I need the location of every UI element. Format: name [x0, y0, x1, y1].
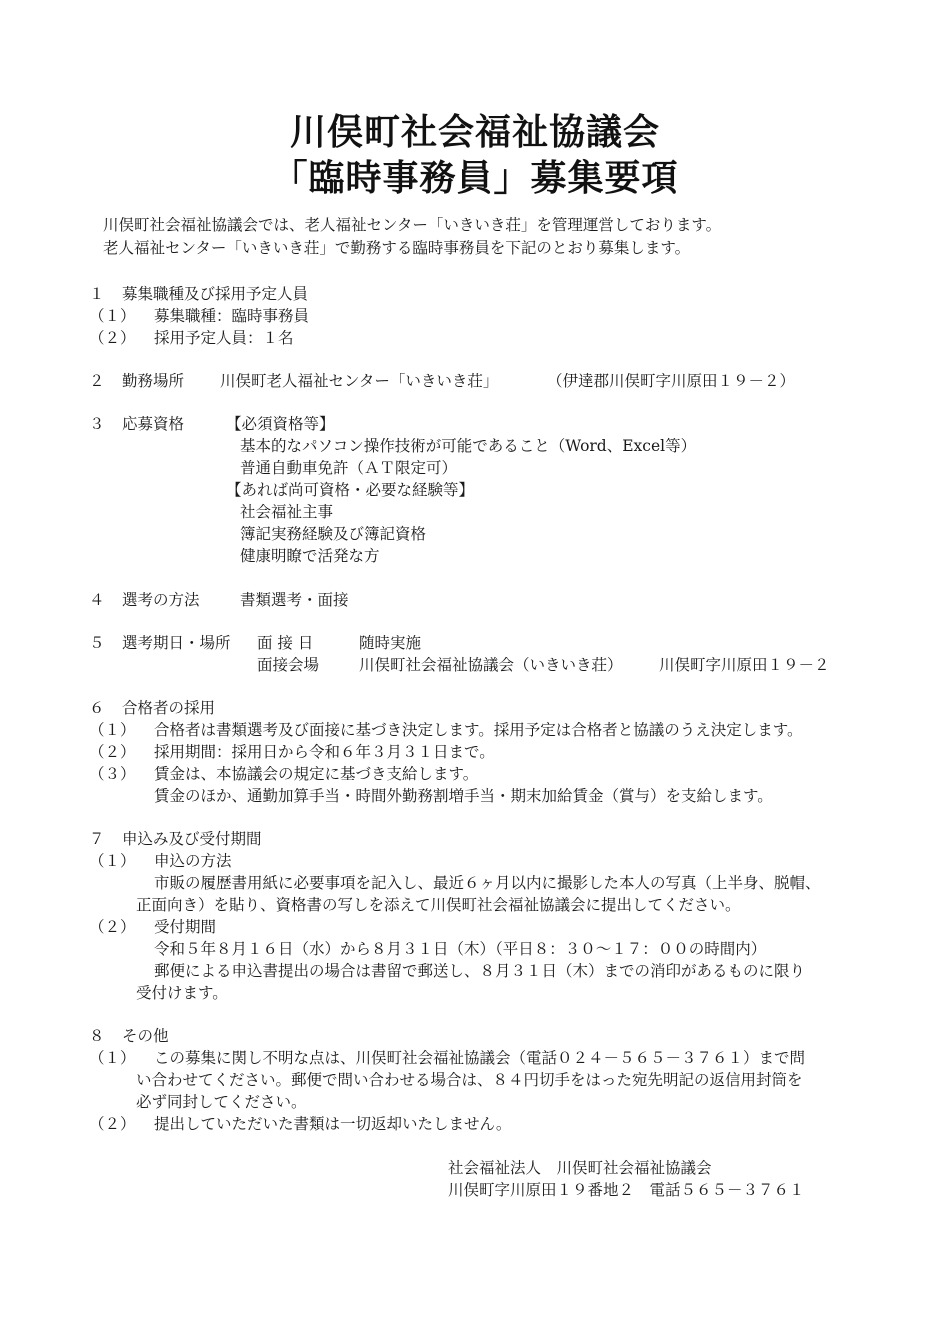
s8-item1-mark: （１） [89, 1049, 136, 1067]
s5-date-value: 随時実施 [359, 634, 422, 652]
s6-item1-mark: （１） [89, 721, 136, 739]
s3-number: ３ [89, 415, 105, 433]
s4-number: ４ [89, 591, 105, 609]
s6-item3-mark: （３） [89, 765, 136, 783]
s1-item2-mark: （２） [89, 329, 136, 347]
s5-venue-address: 川俣町字川原田１９－２ [659, 656, 830, 674]
s1-number: １ [89, 285, 105, 303]
s8-item1-line2: い合わせてください。郵便で問い合わせる場合は、８４円切手をはった宛先明記の返信用封筒を [136, 1071, 803, 1089]
s3-heading: 応募資格 [122, 415, 185, 433]
s8-heading: その他 [122, 1027, 169, 1045]
s6-item2-mark: （２） [89, 743, 136, 761]
s3-required-2: 普通自動車免許（ＡＴ限定可） [240, 459, 458, 477]
footer-contact: 川俣町字川原田１９番地２ 電話５６５－３７６１ [448, 1181, 805, 1199]
s8-item2-mark: （２） [89, 1115, 136, 1133]
s7-item2-line2: 郵便による申込書提出の場合は書留で郵送し、８月３１日（木）までの消印があるものに限り [154, 962, 806, 980]
s7-item1-mark: （１） [89, 852, 136, 870]
s6-heading: 合格者の採用 [122, 699, 216, 717]
s8-item1-line3: 必ず同封してください。 [136, 1093, 307, 1111]
s3-preferred-1: 社会福祉主事 [240, 503, 334, 521]
s2-heading: 勤務場所 [122, 372, 185, 390]
s3-preferred-label: 【あれば尚可資格・必要な経験等】 [226, 481, 475, 499]
s8-item2-text: 提出していただいた書類は一切返却いたしません。 [154, 1115, 512, 1133]
s1-heading: 募集職種及び採用予定人員 [122, 285, 309, 303]
s2-number: ２ [89, 372, 105, 390]
s6-item1-text: 合格者は書類選考及び面接に基づき決定します。採用予定は合格者と協議のうえ決定します。 [154, 721, 803, 739]
s3-preferred-2: 簿記実務経験及び簿記資格 [240, 525, 427, 543]
s7-item2-title: 受付期間 [154, 918, 217, 936]
s8-number: ８ [89, 1027, 105, 1045]
s3-preferred-3: 健康明瞭で活発な方 [240, 547, 380, 565]
title-line-2: 「臨時事務員」募集要項 [271, 158, 679, 199]
s6-item2-text: 採用期間：採用日から令和６年３月３１日まで。 [154, 743, 495, 761]
s3-required-label: 【必須資格等】 [226, 415, 335, 433]
s3-required-1: 基本的なパソコン操作技術が可能であること（Word、Excel等） [240, 437, 697, 455]
s6-number: ６ [89, 699, 105, 717]
s5-date-label: 面 接 日 [257, 634, 314, 652]
s1-item1-text: 募集職種：臨時事務員 [154, 307, 310, 325]
s2-address: （伊達郡川俣町字川原田１９－２） [547, 372, 796, 390]
s1-item1-mark: （１） [89, 307, 136, 325]
s7-number: ７ [89, 830, 105, 848]
s4-value: 書類選考・面接 [240, 591, 349, 609]
s7-heading: 申込み及び受付期間 [122, 830, 262, 848]
s5-venue-label: 面接会場 [257, 656, 320, 674]
s5-heading: 選考期日・場所 [122, 634, 231, 652]
intro-line-2: 老人福祉センター「いきいき荘」で勤務する臨時事務員を下記のとおり募集します。 [103, 239, 691, 257]
title-line-1: 川俣町社会福祉協議会 [289, 112, 660, 153]
s2-place: 川俣町老人福祉センター「いきいき荘」 [220, 372, 499, 390]
s5-number: ５ [89, 634, 105, 652]
s7-item2-mark: （２） [89, 918, 136, 936]
s7-item1-line1: 市販の履歴書用紙に必要事項を記入し、最近６ヶ月以内に撮影した本人の写真（上半身、脱帽、 [154, 874, 821, 892]
s6-item3-continuation: 賃金のほか、通勤加算手当・時間外勤務割増手当・期末加給賃金（賞与）を支給します。 [154, 787, 773, 805]
s4-heading: 選考の方法 [122, 591, 200, 609]
s6-item3-text: 賃金は、本協議会の規定に基づき支給します。 [154, 765, 479, 783]
s5-venue-value: 川俣町社会福祉協議会（いきいき荘） [359, 656, 623, 674]
footer-organization: 社会福祉法人 川俣町社会福祉協議会 [448, 1159, 712, 1177]
intro-line-1: 川俣町社会福祉協議会では、老人福祉センター「いきいき荘」を管理運営しております。 [103, 216, 722, 234]
s7-item2-line1: 令和５年８月１６日（水）から８月３１日（木）（平日８：３０～１７：００の時間内） [154, 940, 767, 958]
s7-item2-line3: 受付けます。 [136, 984, 228, 1002]
s1-item2-text: 採用予定人員：１名 [154, 329, 294, 347]
s8-item1-line1: この募集に関し不明な点は、川俣町社会福祉協議会（電話０２４－５６５－３７６１）まで問 [154, 1049, 806, 1067]
s7-item1-line2: 正面向き）を貼り、資格書の写しを添えて川俣町社会福祉協議会に提出してください。 [136, 896, 741, 914]
s7-item1-title: 申込の方法 [154, 852, 232, 870]
